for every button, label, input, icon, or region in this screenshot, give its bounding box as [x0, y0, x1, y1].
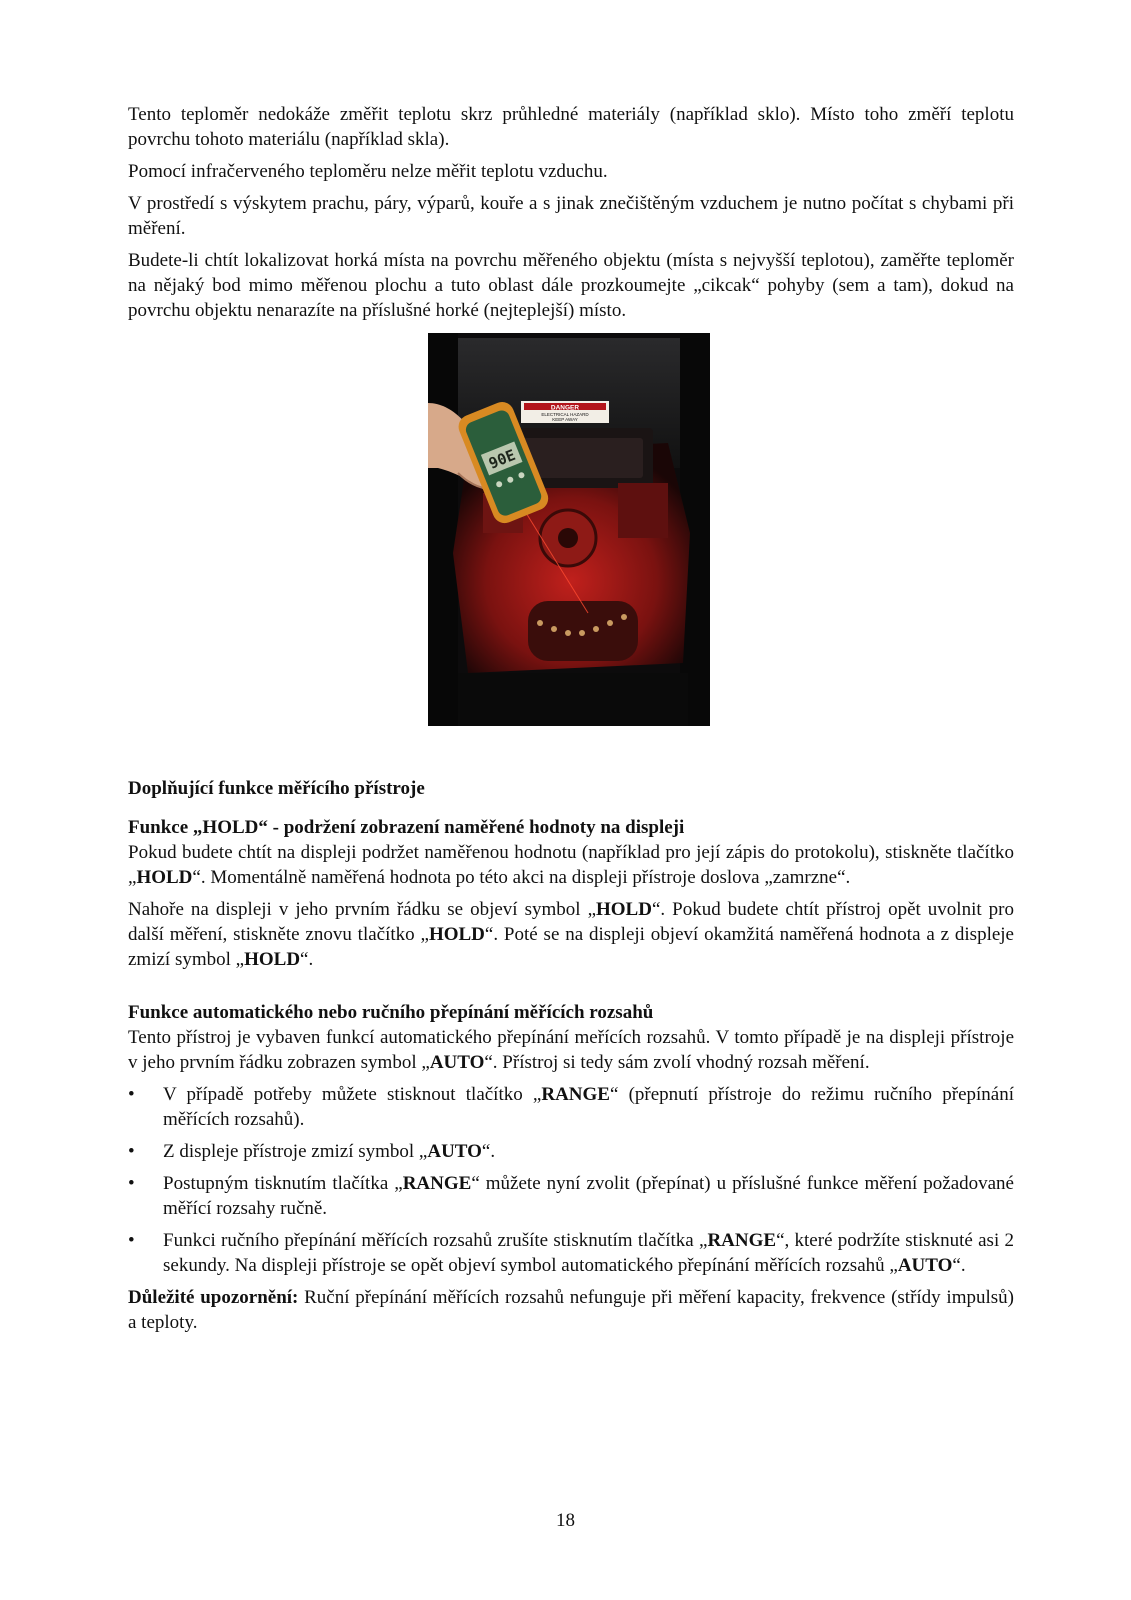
list-item: [128, 1171, 1014, 1221]
bold-term: Důležité upozornění:: [128, 1287, 299, 1308]
text-run: Postupným tisknutím tlačítka „: [163, 1173, 403, 1194]
text-run: “.: [481, 1141, 496, 1162]
hold-title: Funkce „HOLD“ - podržení zobrazení naměřené hodnoty na displeji: [128, 817, 685, 838]
text-run: Pokud budete chtít na displeji podržet naměřenou hodnotu (například pro její zápis do protokolu), stiskněte tlačítko „: [128, 842, 1014, 888]
paragraph-air-temperature: Pomocí infračerveného teploměru nelze měřit teplotu vzduchu.: [128, 161, 608, 182]
range-title: Funkce automatického nebo ručního přepínání měřících rozsahů: [128, 1002, 654, 1023]
section-title: Doplňující funkce měřícího přístroje: [128, 778, 425, 799]
bold-term: AUTO: [427, 1141, 482, 1162]
danger-sign-line1: DANGER: [550, 404, 580, 412]
text-run: V případě potřeby můžete stisknout tlačítko „: [163, 1084, 542, 1105]
text-run: “. Přístroj si tedy sám zvolí vhodný rozsah měření.: [484, 1052, 870, 1073]
list-item-text: [163, 1230, 1014, 1276]
text-run: Nahoře na displeji v jeho prvním řádku se objeví symbol „: [128, 899, 596, 920]
text-run: Tento přístroj je vybaven funkcí automatického přepínání meřících rozsahů. V tomto případě je na displeji přístroje v jeho prvním řádku zobrazen symbol „: [128, 1027, 1014, 1073]
bold-term: HOLD: [428, 924, 485, 945]
hold-paragraph-2: [128, 897, 1014, 972]
text-run: “. Momentálně naměřená hodnota po této akci na displeji přístroje doslova „zamrzne“.: [192, 867, 851, 888]
list-item: [128, 1082, 1014, 1132]
text-run: “. Pokud budete chtít přístroj opět uvolnit pro další měření, stiskněte znovu tlačítko „: [128, 899, 1014, 945]
bullet-icon: •: [128, 1141, 135, 1162]
engine-photo-illustration: [428, 333, 710, 726]
bullet-icon: •: [128, 1084, 135, 1105]
bold-term: RANGE: [707, 1230, 777, 1251]
list-item-text: [163, 1173, 1014, 1219]
paragraph-transparent-materials: Tento teploměr nedokáže změřit teplotu skrz průhledné materiály (například sklo). Místo toho změří teplotu povrchu tohoto materiálu (například skla).: [128, 104, 1014, 150]
danger-sign-line3: KEEP AWAY: [552, 417, 578, 422]
text-run: “ můžete nyní zvolit (přepínat) u příslušné funkce měření požadované měřící rozsahy ručně.: [163, 1173, 1014, 1219]
hold-paragraph-1: [128, 840, 1014, 890]
danger-sign-line2: ELECTRICAL HAZARD: [541, 412, 589, 417]
list-item: [128, 1139, 1014, 1164]
bold-term: HOLD: [244, 949, 301, 970]
range-bullet-list: [128, 1082, 1014, 1278]
text-run: “ (přepnutí přístroje do režimu ručního přepínání měřících rozsahů).: [163, 1084, 1014, 1130]
range-paragraph-1: [128, 1025, 1014, 1075]
text-run: “.: [952, 1255, 966, 1276]
thermometer-display-value: 90E: [486, 445, 518, 473]
text-run: “, které podržíte stisknuté asi 2 sekundy. Na displeji přístroje se opět objeví symbol automatického přepínání měřících rozsahů „: [163, 1230, 1014, 1276]
bold-term: AUTO: [897, 1255, 953, 1276]
text-run: “. Poté se na displeji objeví okamžitá naměřená hodnota a z displeje zmizí symbol „: [128, 924, 1014, 970]
bullet-icon: •: [128, 1230, 135, 1251]
list-item-text: [163, 1084, 1014, 1130]
list-item: [128, 1228, 1014, 1278]
list-item-text: [163, 1141, 495, 1162]
bold-term: RANGE: [402, 1173, 472, 1194]
bold-term: HOLD: [136, 867, 193, 888]
paragraph-dust-environment: V prostředí s výskytem prachu, páry, výparů, kouře a s jinak znečištěným vzduchem je nutno počítat s chybami při měření.: [128, 193, 1014, 239]
text-run: Ruční přepínání měřících rozsahů nefunguje při měření kapacity, frekvence (střídy impulsů) a teploty.: [128, 1287, 1014, 1333]
bold-term: RANGE: [541, 1084, 610, 1105]
page-number: 18: [556, 1510, 575, 1531]
bullet-icon: •: [128, 1173, 135, 1194]
important-note: [128, 1285, 1014, 1335]
page-content: [128, 102, 1014, 1342]
bold-term: AUTO: [429, 1052, 485, 1073]
engine-photo: [428, 333, 710, 726]
text-run: Z displeje přístroje zmizí symbol „: [163, 1141, 428, 1162]
bold-term: HOLD: [596, 899, 652, 920]
text-run: Funkci ručního přepínání měřících rozsahů zrušíte stisknutím tlačítka „: [163, 1230, 708, 1251]
text-run: “.: [300, 949, 314, 970]
paragraph-hot-spots: Budete-li chtít lokalizovat horká místa na povrchu měřeného objektu (místa s nejvyšší teplotou), zaměřte teploměr na nějaký bod mimo měřenou plochu a tuto oblast dále prozkoumejte „cikcak“ pohyby (sem a tam), dokud na povrchu objektu nenarazíte na příslušné horké (nejteplejší) místo.: [128, 250, 1014, 321]
